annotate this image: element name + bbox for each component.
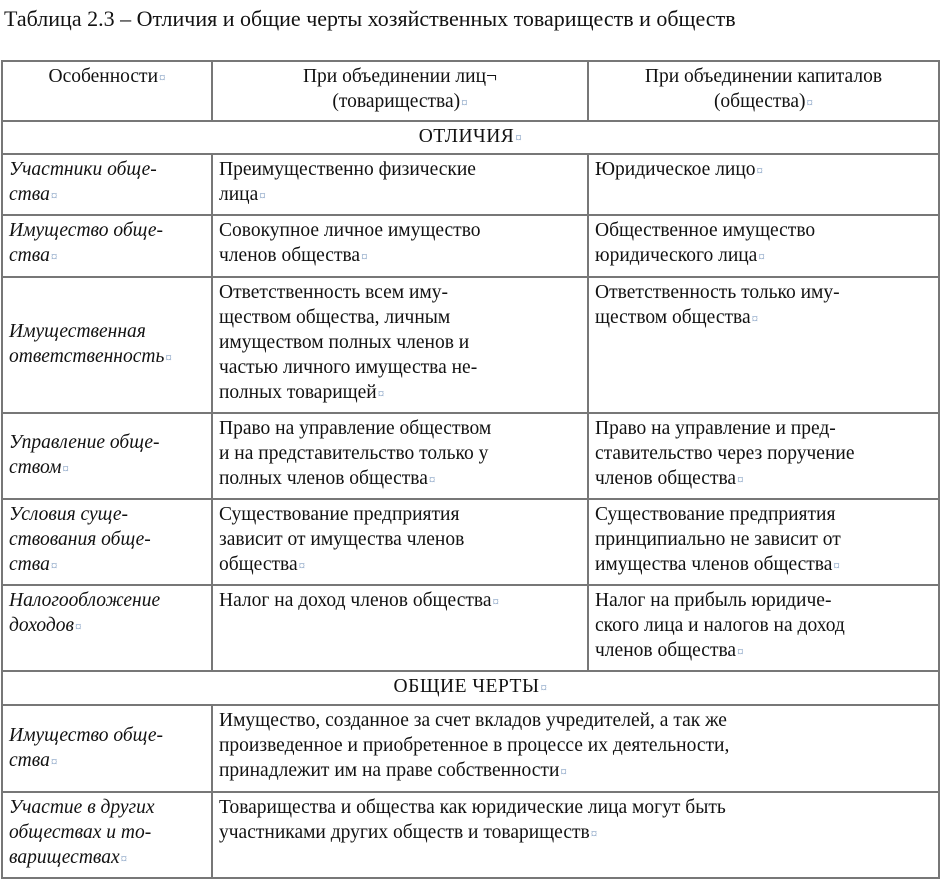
paragraph-mark-icon: ¤ <box>159 70 166 85</box>
partnership-cell: Налог на доход членов общества¤ <box>212 585 588 671</box>
paragraph-mark-icon: ¤ <box>833 558 840 573</box>
paragraph-mark-icon: ¤ <box>756 163 764 178</box>
table-row <box>2 154 939 215</box>
feature-cell: Имущественная ответственность¤ <box>2 277 212 413</box>
header-features: Особенности¤ <box>2 61 212 121</box>
paragraph-mark-icon: ¤ <box>50 753 58 769</box>
partnership-cell: Совокупное личное имущество членов общества¤ <box>212 215 588 277</box>
paragraph-mark-icon: ¤ <box>50 188 58 203</box>
feature-cell: Условия суще- ствования обще- ства¤ <box>2 499 212 585</box>
feature-cell: Участие в других обществах и то- вариществах¤ <box>2 792 212 878</box>
feature-cell: Участники обще- ства¤ <box>2 154 212 215</box>
section-title-differences: ОТЛИЧИЯ¤ <box>2 121 939 154</box>
company-cell: Общественное имущество юридического лица¤ <box>588 215 939 277</box>
company-cell: Существование предприятия принципиально не зависит от имущества членов общества¤ <box>588 499 939 585</box>
common-trait-cell: Товарищества и общества как юридические лица могут быть участниками других обществ и товариществ¤ <box>212 792 939 878</box>
feature-cell: Имущество обще- ства¤ <box>2 215 212 277</box>
header-row <box>2 61 939 121</box>
table-row <box>2 705 939 792</box>
paragraph-mark-icon: ¤ <box>737 472 744 487</box>
paragraph-mark-icon: ¤ <box>751 311 759 326</box>
paragraph-mark-icon: ¤ <box>515 130 523 145</box>
header-partnerships: При объединении лиц¬ (товарищества)¤ <box>212 61 588 121</box>
paragraph-mark-icon: ¤ <box>62 461 69 476</box>
paragraph-mark-icon: ¤ <box>540 680 548 695</box>
paragraph-mark-icon: ¤ <box>120 851 128 866</box>
paragraph-mark-icon: ¤ <box>50 249 58 264</box>
section-row-differences <box>2 121 939 154</box>
section-row-common <box>2 671 939 705</box>
partnership-cell: Право на управление обществом и на представительство только у полных членов общества¤ <box>212 413 588 499</box>
company-cell: Право на управление и пред- ставительство через поручение членов общества¤ <box>588 413 939 499</box>
feature-cell: Налогообложение доходов¤ <box>2 585 212 671</box>
table-row <box>2 413 939 499</box>
paragraph-mark-icon: ¤ <box>492 594 499 609</box>
table-row <box>2 792 939 878</box>
section-title-common: ОБЩИЕ ЧЕРТЫ¤ <box>2 671 939 705</box>
feature-cell: Имущество обще- ства¤ <box>2 705 212 792</box>
paragraph-mark-icon: ¤ <box>259 188 266 203</box>
partnership-cell: Ответственность всем иму- ществом общества, личным имуществом полных членов и частью личного имущества не- полных товарищей¤ <box>212 277 588 413</box>
table-row <box>2 277 939 413</box>
paragraph-mark-icon: ¤ <box>560 764 567 779</box>
company-cell: Налог на прибыль юридиче- ского лица и налогов на доход членов общества¤ <box>588 585 939 671</box>
comparison-table <box>1 60 940 879</box>
paragraph-mark-icon: ¤ <box>377 386 385 401</box>
table-row <box>2 585 939 671</box>
paragraph-mark-icon: ¤ <box>428 472 436 487</box>
common-trait-cell: Имущество, созданное за счет вкладов учредителей, а так же произведенное и приобретенное в процессе их деятельности, принадлежит им на праве собственности¤ <box>212 705 939 792</box>
paragraph-mark-icon: ¤ <box>461 95 468 110</box>
paragraph-mark-icon: ¤ <box>165 350 172 365</box>
table-caption: Таблица 2.3 – Отличия и общие черты хозяйственных товариществ и обществ <box>4 6 736 31</box>
paragraph-mark-icon: ¤ <box>361 249 368 264</box>
table-row <box>2 215 939 277</box>
paragraph-mark-icon: ¤ <box>737 644 744 659</box>
paragraph-mark-icon: ¤ <box>74 619 82 634</box>
table-row <box>2 499 939 585</box>
paragraph-mark-icon: ¤ <box>758 249 765 264</box>
feature-cell: Управление обще- ством¤ <box>2 413 212 499</box>
paragraph-mark-icon: ¤ <box>298 558 306 573</box>
paragraph-mark-icon: ¤ <box>50 558 58 573</box>
paragraph-mark-icon: ¤ <box>806 95 814 110</box>
company-cell: Ответственность только иму- ществом общества¤ <box>588 277 939 413</box>
company-cell: Юридическое лицо¤ <box>588 154 939 215</box>
partnership-cell: Существование предприятия зависит от имущества членов общества¤ <box>212 499 588 585</box>
partnership-cell: Преимущественно физические лица¤ <box>212 154 588 215</box>
paragraph-mark-icon: ¤ <box>590 826 598 841</box>
header-companies: При объединении капиталов (общества)¤ <box>588 61 939 121</box>
